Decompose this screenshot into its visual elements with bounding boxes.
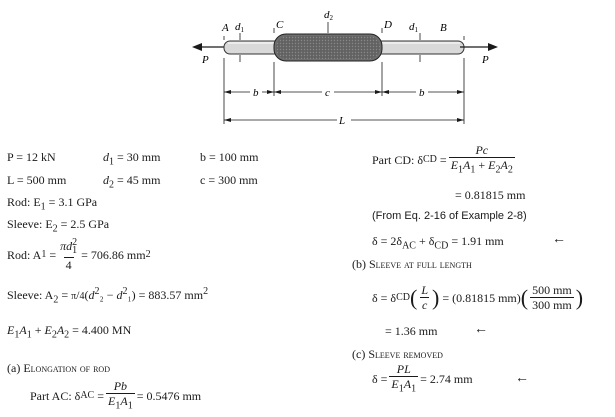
part-cd: Part CD: δ CD = $\frac{Pc}{E_1A_1 + E_2A_2}$ [372,143,513,176]
part-c-heading: (c) Sleeve removed [352,347,443,361]
example-note: (From Eq. 2-16 of Example 2-8) [372,210,527,222]
label-c: c [325,87,330,99]
given-sleeve-modulus: Sleeve: $E_2 = 2.5$ GPa [7,217,110,235]
given-P: P = 12 kN [7,150,56,164]
part-a-heading: (a) Elongation of rod [7,361,110,375]
label-P-right: P [482,54,489,66]
delta-total: $\delta = 2\delta_{AC} + \delta_{CD} = 1.91$ mm [372,234,504,252]
given-d1: $d_1 = 30$ mm [103,150,161,168]
label-B: B [440,22,447,34]
part-cd-value: = 0.81815 mm [455,188,526,202]
label-d1-left: d1 [235,21,244,34]
label-D: D [384,19,392,31]
label-b-right: b [419,87,425,99]
delta-b: δ = δ CD ( $\frac{L}{c}$ ) = (0.81815 mm) ( $\frac{500 mm}{300 mm}$ ) [372,283,584,312]
label-d2: d2 [324,9,333,22]
rod-area: Rod: A 1 = $\frac{\pi d^2_1}{4}$ = 706.86 mm 2 [7,237,151,273]
label-A: A [222,22,229,34]
arrow-delta-c: ← [515,371,529,386]
delta-b-value: = 1.36 mm [385,324,438,338]
given-d2: $d_2 = 45$ mm [103,173,161,191]
part-b-heading: (b) Sleeve at full length [352,257,472,271]
given-rod-modulus: Rod: $E_1 = 3.1$ GPa [7,195,98,213]
given-c: c = 300 mm [200,173,258,187]
label-L: L [339,115,346,127]
delta-c: δ = $\frac{PL}{E_1A_1}$ = 2.74 mm [372,362,473,395]
label-d1-right: d1 [409,21,418,34]
label-C: C [276,19,284,31]
sleeve-area: Sleeve: $A_2 = \pi/4(d^2_2 - d^2_1) = 883.57$ $mm^2$ [7,286,209,306]
ea-sum: $E_1A_1 + E_2A_2 = 4.400$ MN [7,323,132,341]
arrow-delta-total: ← [552,232,566,247]
given-b: b = 100 mm [200,150,259,164]
arrow-delta-b: ← [474,322,488,337]
part-ac: Part AC: δ AC = $\frac{Pb}{E_1A_1}$ = 0.5476 mm [30,379,202,412]
label-b-left: b [253,87,259,99]
label-P-left: P [202,54,209,66]
given-L: L = 500 mm [7,173,67,187]
rod-sleeve-figure [0,0,615,140]
